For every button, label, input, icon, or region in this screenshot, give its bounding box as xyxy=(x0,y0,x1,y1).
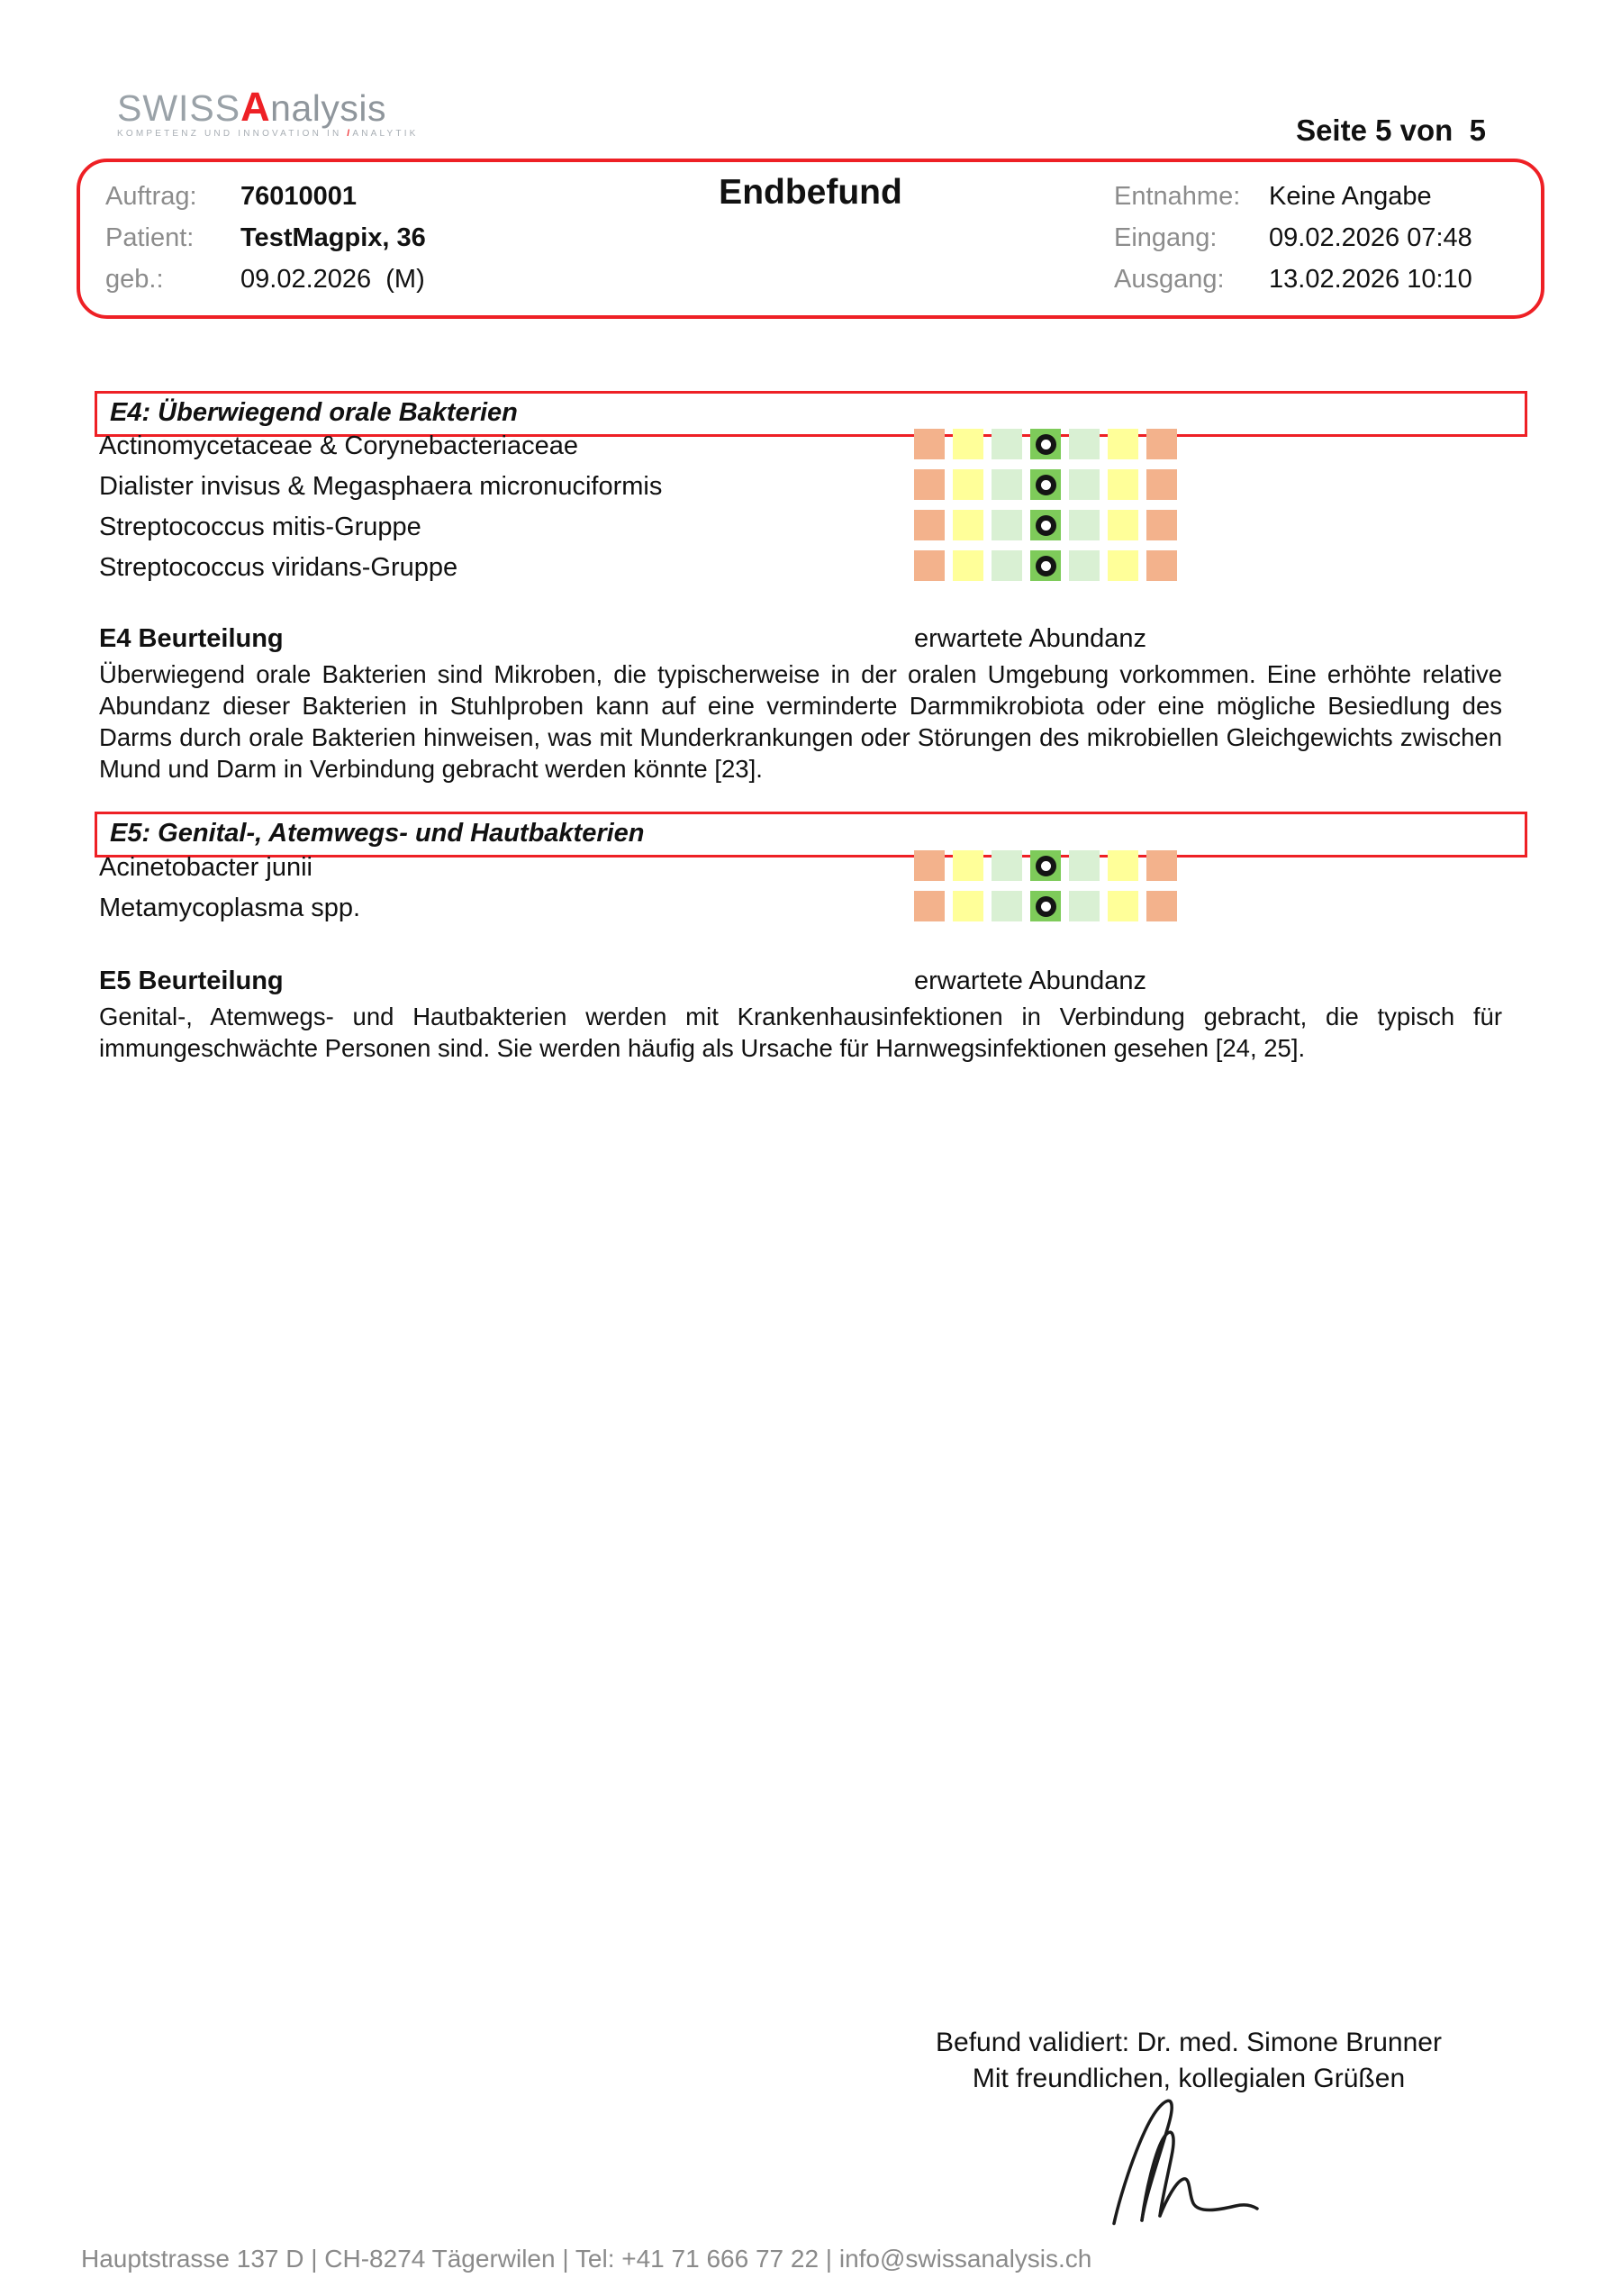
e4-assessment-title: E4 Beurteilung xyxy=(99,624,284,653)
abundance-cell-yellow xyxy=(1108,891,1138,921)
abundance-cell-green-light xyxy=(1069,891,1100,921)
received-value: 09.02.2026 07:48 xyxy=(1269,223,1472,252)
signature-icon xyxy=(1100,2095,1263,2230)
abundance-cell-green-light xyxy=(1069,429,1100,459)
abundance-cell-green-light xyxy=(992,850,1022,881)
organism-row xyxy=(99,471,662,513)
abundance-cell-green-light xyxy=(992,510,1022,540)
abundance-cell-green-light xyxy=(992,469,1022,500)
birthdate-value: 09.02.2026 (M) xyxy=(240,265,425,294)
expected-abundance-label: erwartete Abundanz xyxy=(914,966,1146,995)
abundance-cell-yellow xyxy=(953,429,983,459)
validated-by-line: Befund validiert: Dr. med. Simone Brunner xyxy=(936,2028,1442,2057)
abundance-scale xyxy=(914,469,1177,500)
issued-value: 13.02.2026 10:10 xyxy=(1269,265,1472,294)
order-value: 76010001 xyxy=(240,182,358,211)
birthdate-label: geb.: xyxy=(105,265,164,294)
abundance-cell-yellow xyxy=(1108,510,1138,540)
abundance-cell-yellow xyxy=(1108,550,1138,581)
organism-row xyxy=(99,512,421,553)
issued-label: Ausgang: xyxy=(1114,265,1225,294)
validation-block xyxy=(919,2025,1459,2097)
organism-row xyxy=(99,893,360,934)
patient-value: TestMagpix, 36 xyxy=(240,223,426,252)
abundance-cell-green-light xyxy=(992,891,1022,921)
abundance-cell-salmon xyxy=(914,850,945,881)
sampling-label: Entnahme: xyxy=(1114,182,1241,211)
abundance-cell-salmon xyxy=(1146,550,1177,581)
abundance-cell-green-light xyxy=(992,429,1022,459)
abundance-cell-green-light xyxy=(1069,850,1100,881)
abundance-scale xyxy=(914,510,1177,540)
logo-tagline-slash-icon: / xyxy=(347,129,353,139)
abundance-cell-salmon xyxy=(914,429,945,459)
abundance-cell-salmon xyxy=(1146,850,1177,881)
abundance-cell-green-light xyxy=(992,550,1022,581)
section-e5-header: E5: Genital-, Atemwegs- und Hautbakterien xyxy=(95,812,1527,858)
abundance-cell-yellow xyxy=(1108,469,1138,500)
logo-tagline-right: ANALYTIK xyxy=(352,129,419,139)
received-label: Eingang: xyxy=(1114,223,1218,252)
abundance-cell-salmon xyxy=(1146,429,1177,459)
logo-wordmark xyxy=(117,84,419,130)
report-title: Endbefund xyxy=(719,173,902,212)
abundance-cell-yellow xyxy=(953,550,983,581)
abundance-cell-salmon xyxy=(914,510,945,540)
abundance-cell-salmon xyxy=(914,550,945,581)
section-e4-header: E4: Überwiegend orale Bakterien xyxy=(95,391,1527,437)
observed-abundance-marker-icon xyxy=(1036,434,1056,455)
logo-tagline xyxy=(117,130,419,139)
observed-abundance-marker-icon xyxy=(1036,896,1056,917)
expected-abundance-label: erwartete Abundanz xyxy=(914,624,1146,653)
abundance-scale xyxy=(914,550,1177,581)
abundance-scale xyxy=(914,891,1177,921)
patient-header-box xyxy=(77,159,1544,319)
patient-label: Patient: xyxy=(105,223,195,252)
organism-name: Dialister invisus & Megasphaera micronuciformis xyxy=(99,472,663,501)
abundance-cell-yellow xyxy=(1108,429,1138,459)
e5-assessment-title: E5 Beurteilung xyxy=(99,966,284,995)
page-number: Seite 5 von 5 xyxy=(1296,113,1486,147)
logo-swiss-text: SWISS xyxy=(117,87,241,129)
e5-assessment-heading xyxy=(99,966,1146,996)
organism-name: Metamycoplasma spp. xyxy=(99,894,361,922)
abundance-cell-green-light xyxy=(1069,469,1100,500)
observed-abundance-marker-icon xyxy=(1036,556,1056,576)
abundance-cell-salmon xyxy=(1146,510,1177,540)
organism-name: Actinomycetaceae & Corynebacteriaceae xyxy=(99,431,578,460)
e5-assessment-text: Genital-, Atemwegs- und Hautbakterien werden mit Krankenhausinfektionen in Verbindung gebracht, die typisch für immungeschwächte Personen sind. Sie werden häufig als Ursache für Harnwegsinfektionen gesehen [24, 25]. xyxy=(99,1003,1502,1062)
abundance-cell-yellow xyxy=(953,850,983,881)
abundance-cell-yellow xyxy=(1108,850,1138,881)
abundance-scale xyxy=(914,429,1177,459)
abundance-cell-salmon xyxy=(914,891,945,921)
organism-name: Acinetobacter junii xyxy=(99,853,312,882)
sampling-value: Keine Angabe xyxy=(1269,182,1432,211)
abundance-cell-green xyxy=(1030,469,1061,500)
abundance-cell-yellow xyxy=(953,469,983,500)
abundance-cell-green xyxy=(1030,850,1061,881)
closing-line: Mit freundlichen, kollegialen Grüßen xyxy=(972,2064,1406,2093)
abundance-cell-green xyxy=(1030,510,1061,540)
observed-abundance-marker-icon xyxy=(1036,515,1056,536)
logo-tagline-left: KOMPETENZ UND INNOVATION IN xyxy=(117,129,342,139)
company-logo xyxy=(117,86,419,139)
abundance-scale xyxy=(914,850,1177,881)
footer-contact-line: Hauptstrasse 137 D | CH-8274 Tägerwilen | Tel: +41 71 666 77 22 | info@swissanalysis.ch xyxy=(81,2245,1092,2273)
organism-row xyxy=(99,431,578,472)
organism-row xyxy=(99,552,457,594)
abundance-cell-salmon xyxy=(1146,891,1177,921)
abundance-cell-green-light xyxy=(1069,510,1100,540)
abundance-cell-green-light xyxy=(1069,550,1100,581)
order-info xyxy=(105,182,426,295)
logo-analysis-text: nalysis xyxy=(270,87,386,129)
abundance-cell-green xyxy=(1030,550,1061,581)
abundance-cell-green xyxy=(1030,891,1061,921)
e4-assessment-heading xyxy=(99,624,1146,654)
organism-name: Streptococcus viridans-Gruppe xyxy=(99,553,458,582)
logo-a-glyph: A xyxy=(240,84,271,130)
organism-name: Streptococcus mitis-Gruppe xyxy=(99,513,421,541)
abundance-cell-salmon xyxy=(1146,469,1177,500)
abundance-cell-salmon xyxy=(914,469,945,500)
organism-row xyxy=(99,852,312,894)
abundance-cell-green xyxy=(1030,429,1061,459)
sample-info xyxy=(1114,182,1472,295)
abundance-cell-yellow xyxy=(953,891,983,921)
observed-abundance-marker-icon xyxy=(1036,856,1056,876)
e4-assessment-text: Überwiegend orale Bakterien sind Mikroben, die typischerweise in der oralen Umgebung vorkommen. Eine erhöhte relative Abundanz dieser Bakterien in Stuhlproben kann auf eine verminderte Darmmikrobiota oder eine mögliche Besiedlung des Darms durch orale Bakterien hinweisen, was mit Munderkrankungen oder Störungen des mikrobiellen Gleichgewichts zwischen Mund und Darm in Verbindung gebracht werden könnte [23]. xyxy=(99,660,1502,783)
order-label: Auftrag: xyxy=(105,182,197,211)
observed-abundance-marker-icon xyxy=(1036,475,1056,495)
abundance-cell-yellow xyxy=(953,510,983,540)
